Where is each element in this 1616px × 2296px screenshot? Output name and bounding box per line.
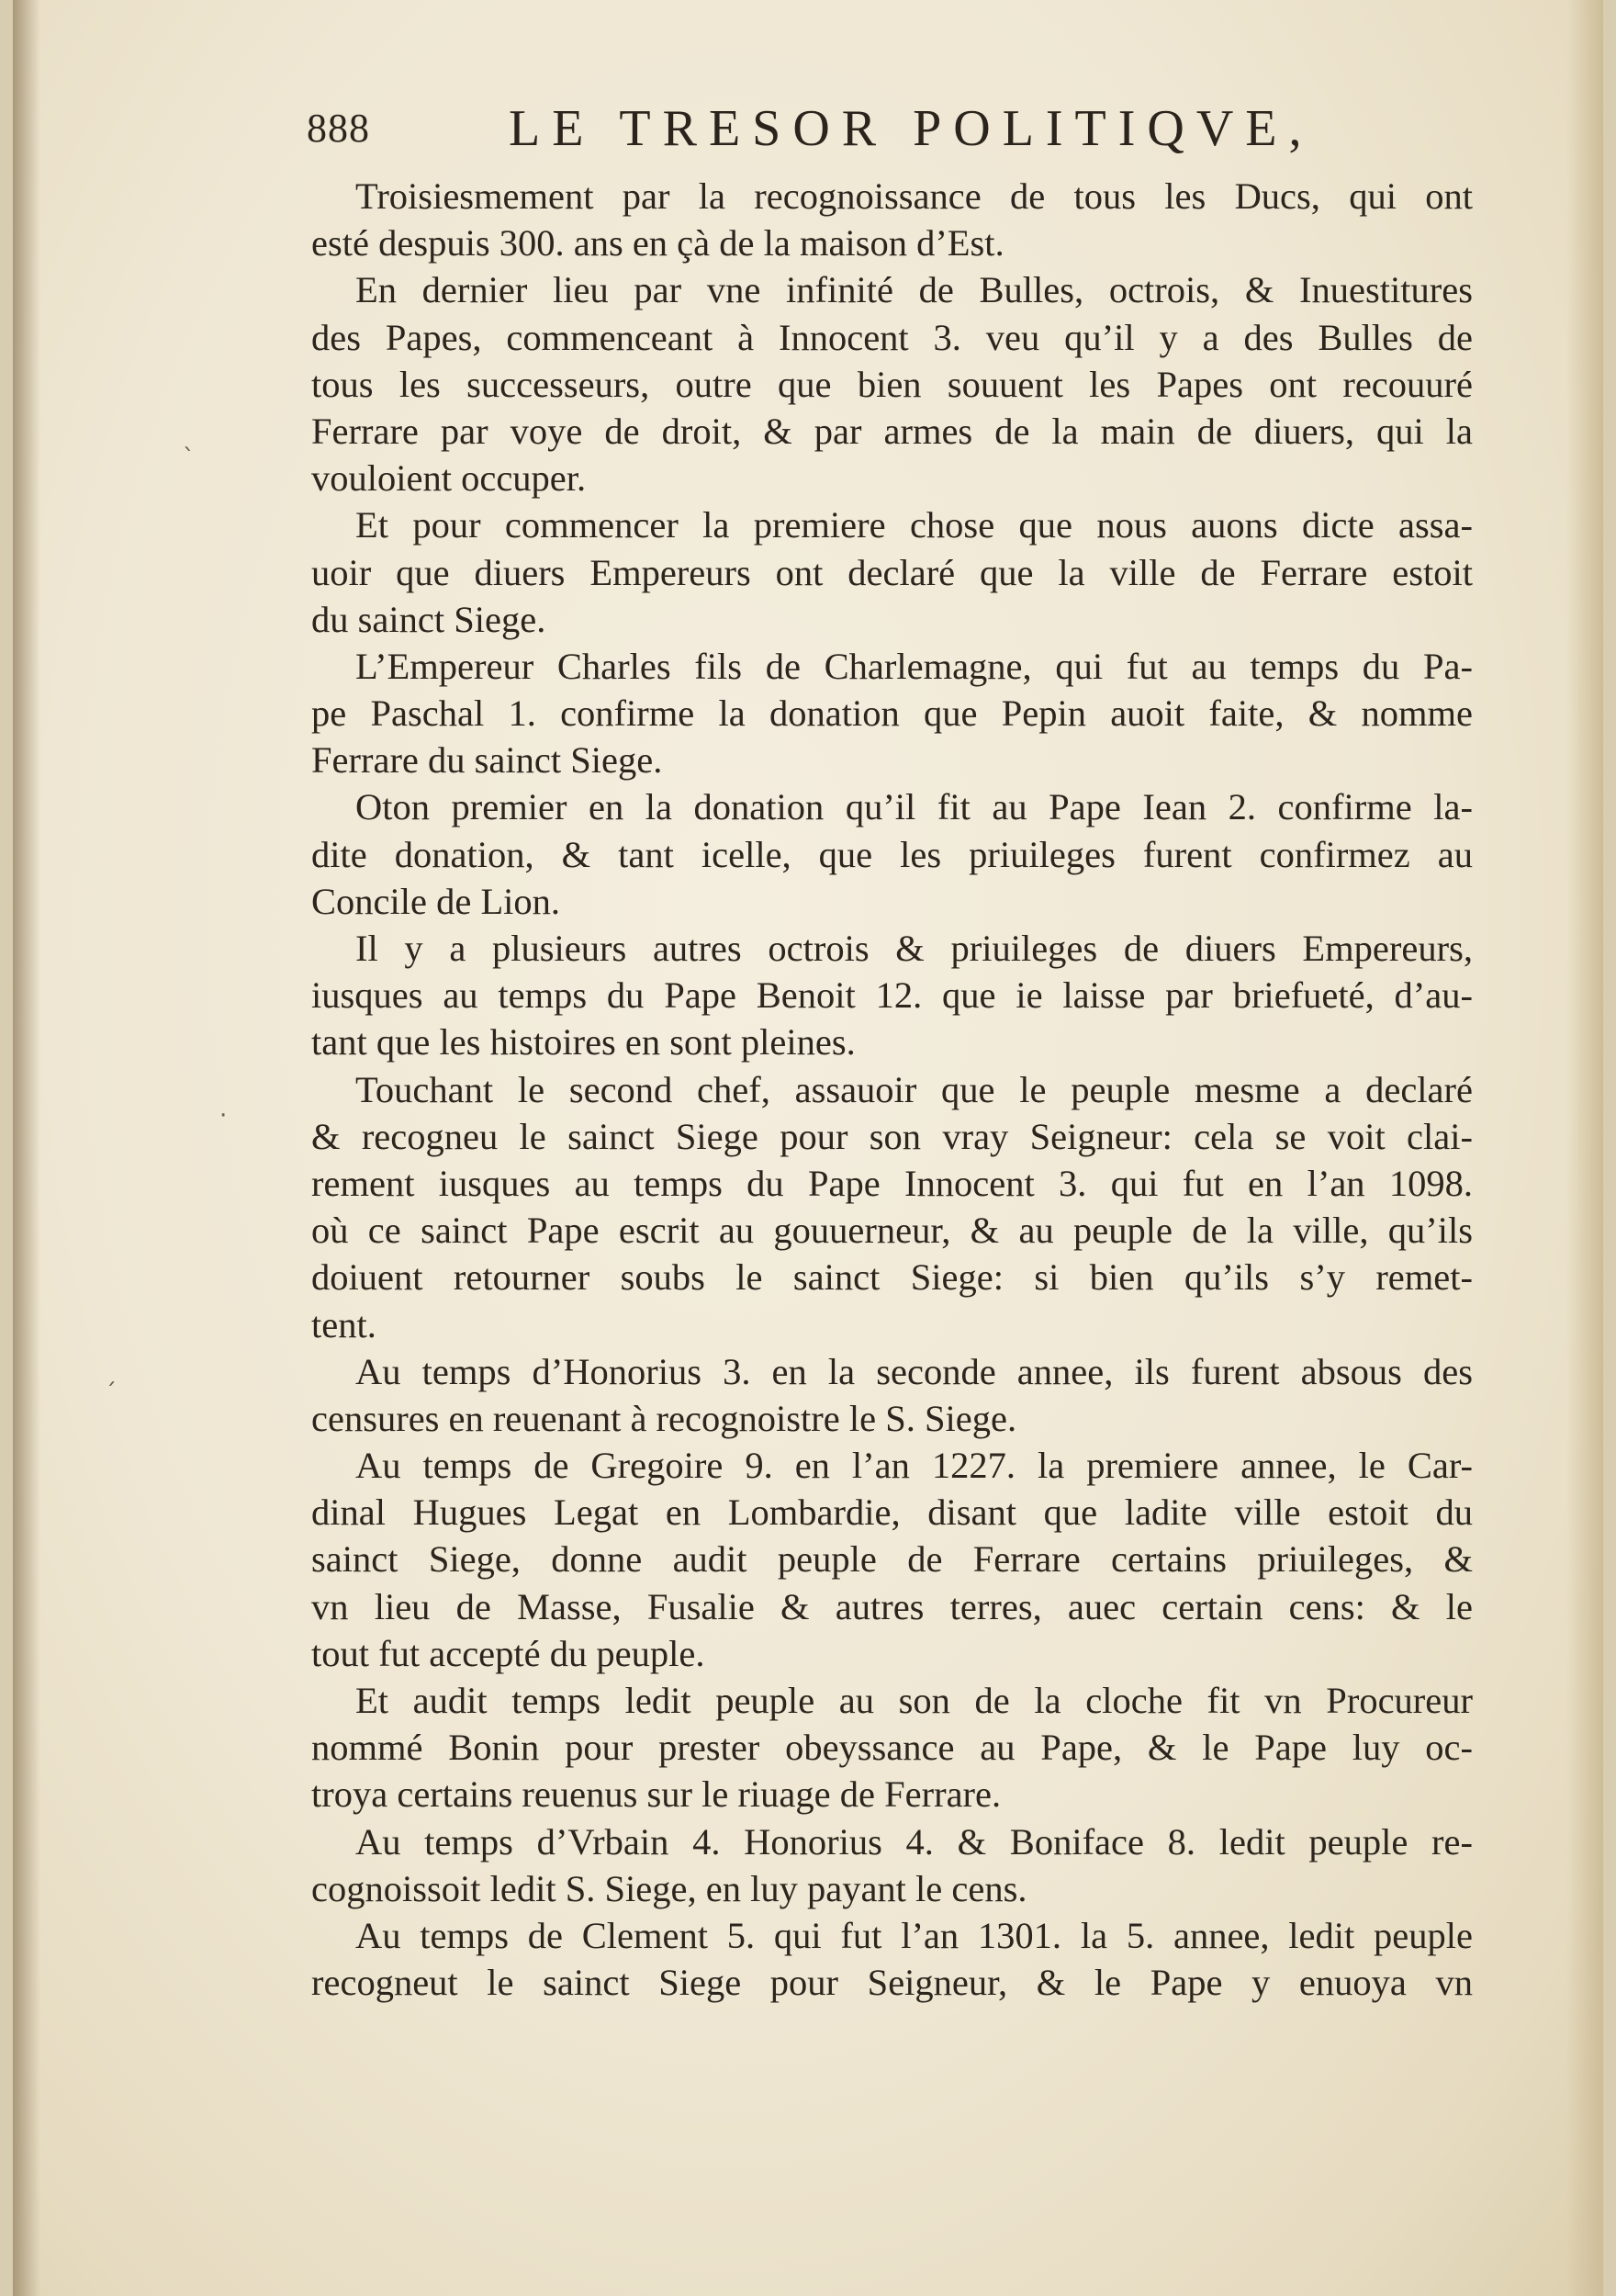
text-line: Oton premier en la donation qu’il fit au Pape Iean 2. confirme la- — [355, 786, 1473, 828]
binding-shadow — [13, 0, 40, 2296]
text-line: Au temps de Clement 5. qui fut l’an 1301. la 5. annee, ledit peuple — [355, 1914, 1473, 1956]
text-line: Et pour commencer la premiere chose que nous auons dicte assa- — [355, 504, 1473, 546]
text-line: Troisiesmement par la recognoissance de tous les Ducs, qui ont — [355, 175, 1473, 217]
text-line: tous les successeurs, outre que bien souuent les Papes ont recouuré — [311, 363, 1473, 405]
text-line: pe Paschal 1. confirme la donation que Pepin auoit faite, & nomme — [311, 692, 1473, 735]
text-line: Au temps de Gregoire 9. en l’an 1227. la premiere annee, le Car- — [355, 1445, 1473, 1487]
text-line: vouloient occuper. — [311, 457, 587, 500]
page-number: 888 — [307, 106, 370, 151]
text-line: nommé Bonin pour prester obeyssance au Pape, & le Pape luy oc- — [311, 1727, 1473, 1769]
text-line: En dernier lieu par vne infinité de Bulles, octrois, & Inuestitures — [355, 269, 1473, 311]
text-line: rement iusques au temps du Pape Innocent 3. qui fut en l’an 1098. — [311, 1162, 1473, 1204]
text-line: Ferrare par voye de droit, & par armes de la main de diuers, qui la — [311, 410, 1473, 452]
text-line: dinal Hugues Legat en Lombardie, disant que ladite ville estoit du — [311, 1491, 1473, 1534]
text-line: L’Empereur Charles fils de Charlemagne, qui fut au temps du Pa- — [355, 645, 1473, 687]
text-line: tent. — [311, 1303, 376, 1345]
margin-mark: · — [219, 1102, 228, 1130]
text-line: uoir que diuers Empereurs ont declaré que la ville de Ferrare estoit — [311, 551, 1473, 593]
body-text — [311, 173, 1473, 2006]
text-line: Au temps d’Honorius 3. en la seconde annee, ils furent absous des — [355, 1350, 1473, 1392]
text-line: dite donation, & tant icelle, que les priuileges furent confirmez au — [311, 833, 1473, 875]
text-line: Ferrare du sainct Siege. — [311, 739, 663, 782]
text-line: censures en reuenant à recognoistre le S. Siege. — [311, 1397, 1017, 1439]
text-line: cognoissoit ledit S. Siege, en luy payant le cens. — [311, 1867, 1027, 1909]
margin-mark: ˎ — [183, 424, 195, 452]
text-line: recogneut le sainct Siege pour Seigneur, & le Pape y enuoya vn — [311, 1962, 1473, 2004]
page-header — [307, 99, 1500, 163]
margin-mark: ˏ — [105, 1359, 117, 1387]
text-line: tant que les histoires en sont pleines. — [311, 1021, 856, 1064]
text-line: doiuent retourner soubs le sainct Siege: si bien qu’ils s’y remet- — [311, 1256, 1473, 1299]
text-line: Touchant le second chef, assauoir que le peuple mesme a declaré — [355, 1068, 1473, 1110]
text-line: iusques au temps du Pape Benoit 12. que ie laisse par briefueté, d’au- — [311, 974, 1473, 1017]
text-line: où ce sainct Pape escrit au gouuerneur, & au peuple de la ville, qu’ils — [311, 1210, 1473, 1252]
text-line: Au temps d’Vrbain 4. Honorius 4. & Boniface 8. ledit peuple re- — [355, 1820, 1473, 1863]
text-line: sainct Siege, donne audit peuple de Ferrare certains priuileges, & — [311, 1538, 1473, 1581]
text-line: du sainct Siege. — [311, 598, 546, 640]
text-line: & recogneu le sainct Siege pour son vray Seigneur: cela se voit clai- — [311, 1115, 1473, 1157]
text-line: Concile de Lion. — [311, 880, 561, 922]
text-line: des Papes, commenceant à Innocent 3. veu qu’il y a des Bulles de — [311, 316, 1473, 358]
text-line: tout fut accepté du peuple. — [311, 1632, 705, 1674]
text-line: vn lieu de Masse, Fusalie & autres terres, auec certain cens: & le — [311, 1585, 1473, 1627]
text-line: troya certains reuenus sur le riuage de Ferrare. — [311, 1773, 1002, 1816]
page-edge — [1566, 0, 1603, 2296]
text-line: Il y a plusieurs autres octrois & priuileges de diuers Empereurs, — [355, 928, 1473, 969]
text-line: esté despuis 300. ans en çà de la maison d’Est. — [311, 222, 1004, 264]
text-line: Et audit temps ledit peuple au son de la cloche fit vn Procureur — [355, 1680, 1473, 1721]
running-title: LE TRESOR POLITIQVE, — [509, 100, 1314, 157]
book-page — [13, 0, 1603, 2296]
